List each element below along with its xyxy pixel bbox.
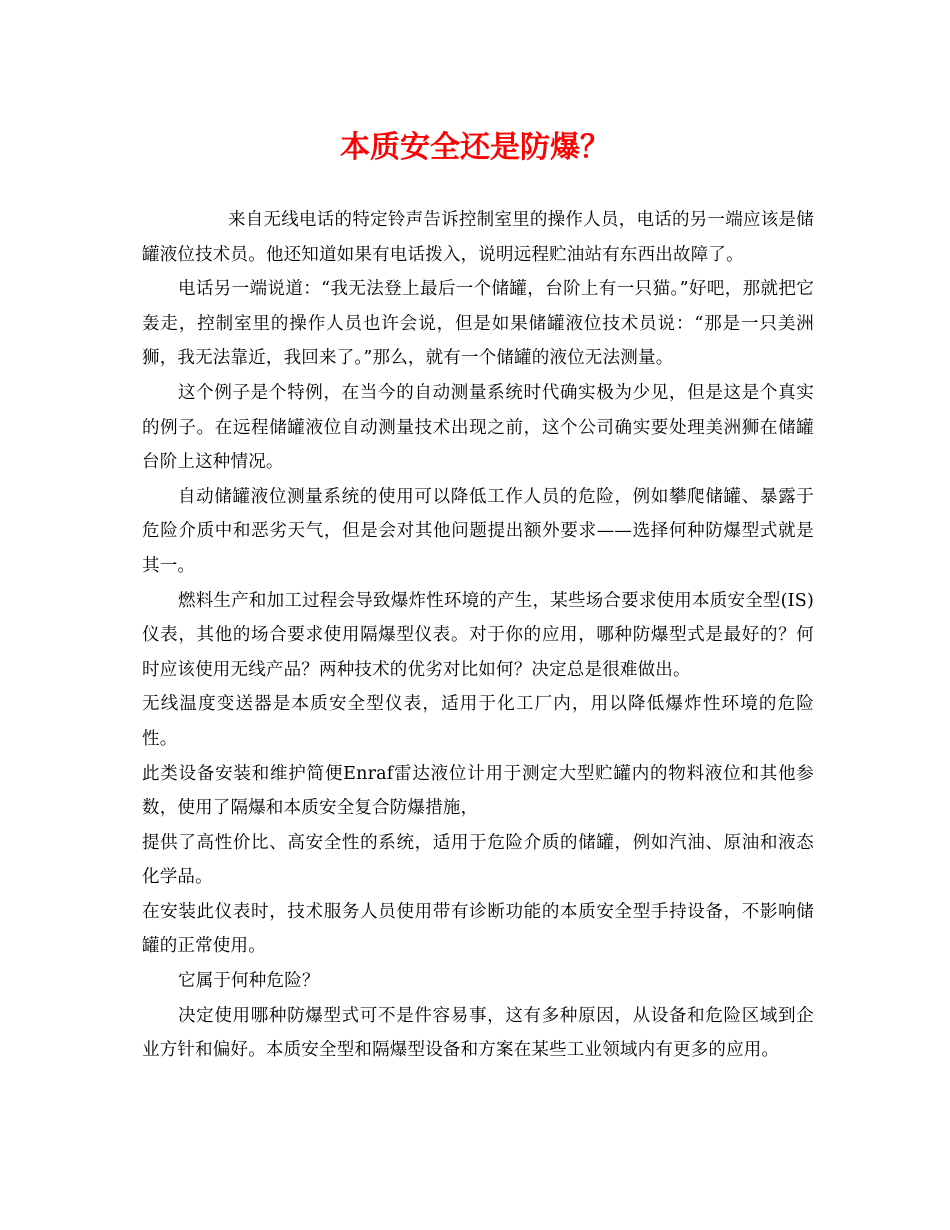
paragraph: 提供了高性价比、高安全性的系统，适用于危险介质的储罐，例如汽油、原油和液态化学品。 — [142, 832, 814, 888]
paragraph: 来自无线电话的特定铃声告诉控制室里的操作人员，电话的另一端应该是储罐液位技术员。他还知道如果有电话拨入，说明远程贮油站有东西出故障了。 — [142, 210, 814, 265]
paragraph: 自动储罐液位测量系统的使用可以降低工作人员的危险，例如攀爬储罐、暴露于危险介质中和恶劣天气，但是会对其他问题提出额外要求——选择何种防爆型式就是其一。 — [142, 486, 814, 576]
paragraph: 无线温度变送器是本质安全型仪表，适用于化工厂内，用以降低爆炸性环境的危险性。 — [142, 694, 814, 749]
paragraph: 此类设备安装和维护简便Enraf雷达液位计用于测定大型贮罐内的物料液位和其他参数，使用了隔爆和本质安全复合防爆措施， — [142, 763, 814, 819]
paragraph: 这个例子是个特例，在当今的自动测量系统时代确实极为少见，但是这是个真实的例子。在远程储罐液位自动测量技术出现之前，这个公司确实要处理美洲狮在储罐台阶上这种情况。 — [142, 382, 814, 473]
paragraph: 在安装此仪表时，技术服务人员使用带有诊断功能的本质安全型手持设备，不影响储罐的正常使用。 — [142, 901, 814, 957]
document-body — [142, 203, 814, 1068]
paragraph: 燃料生产和加工过程会导致爆炸性环境的产生，某些场合要求使用本质安全型(IS)仪表，其他的场合要求使用隔爆型仪表。对于你的应用，哪种防爆型式是最好的？何时应该使用无线产品？两种技术的优劣对比如何？决定总是很难做出。 — [142, 590, 814, 680]
paragraph: 电话另一端说道：“我无法登上最后一个储罐，台阶上有一只猫。”好吧，那就把它轰走，控制室里的操作人员也许会说，但是如果储罐液位技术员说：“那是一只美洲狮，我无法靠近，我回来了。”那么，就有一个储罐的液位无法测量。 — [142, 279, 814, 369]
section-heading: 它属于何种危险？ — [178, 971, 320, 992]
document-title: 本质安全还是防爆？ — [340, 130, 610, 165]
paragraph: 决定使用哪种防爆型式可不是件容易事，这有多种原因，从设备和危险区域到企业方针和偏好。本质安全型和隔爆型设备和方案在某些工业领域内有更多的应用。 — [142, 1005, 814, 1061]
